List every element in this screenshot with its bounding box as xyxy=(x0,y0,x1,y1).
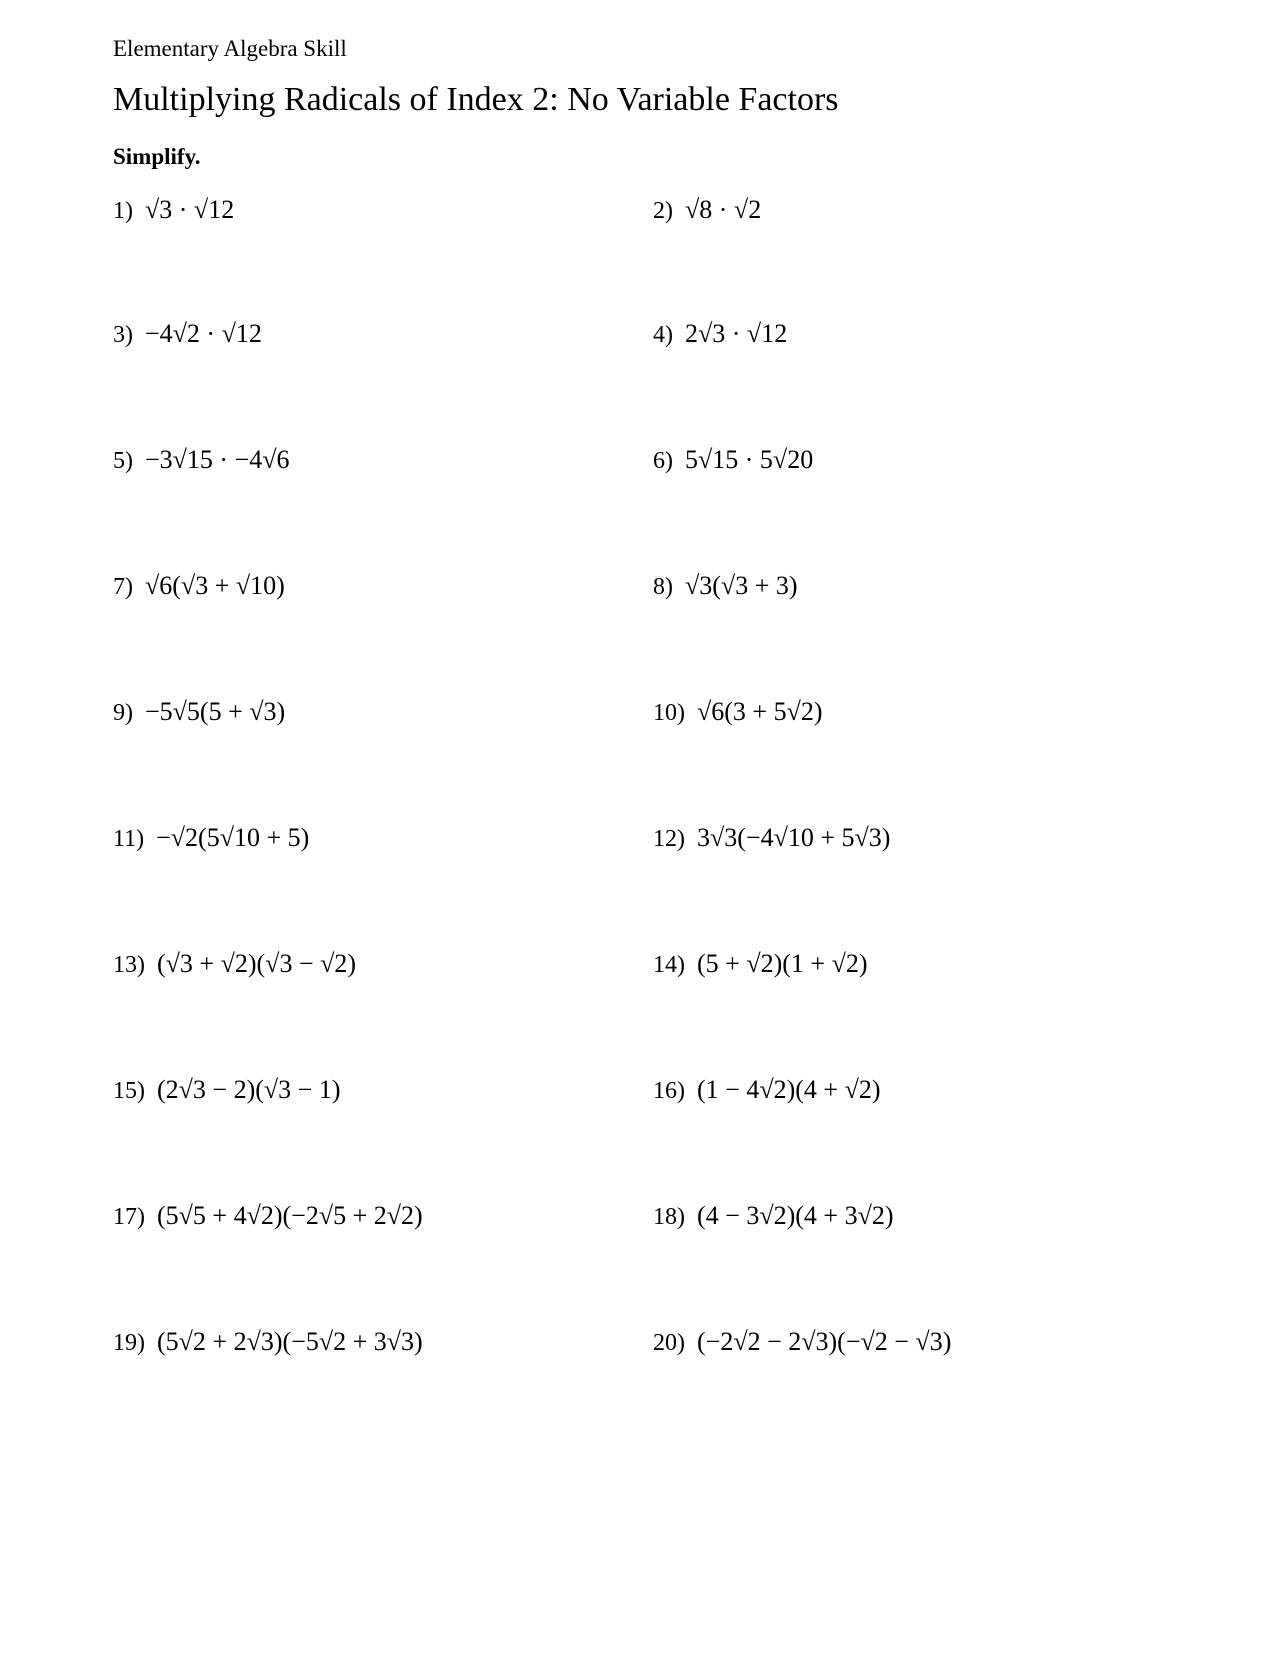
problem-expression: 3√3(−4√10 + 5√3) xyxy=(697,823,891,852)
problem-number: 14) xyxy=(653,952,685,978)
problem-expression: (4 − 3√2)(4 + 3√2) xyxy=(697,1201,894,1230)
problem-number: 15) xyxy=(113,1078,145,1104)
problem-16 xyxy=(653,1074,881,1107)
problem-number: 3) xyxy=(113,322,133,348)
problem-number: 19) xyxy=(113,1330,145,1356)
instruction-text: Simplify. xyxy=(113,144,201,169)
problem-expression: −4√2 · √12 xyxy=(145,319,262,348)
problem-expression: −√2(5√10 + 5) xyxy=(156,823,310,852)
problem-number: 9) xyxy=(113,700,133,726)
problem-number: 11) xyxy=(113,826,145,852)
problem-1 xyxy=(113,194,234,227)
problem-number: 17) xyxy=(113,1204,145,1230)
problem-expression: √6(3 + 5√2) xyxy=(697,697,823,726)
problem-expression: √3(√3 + 3) xyxy=(685,571,798,600)
problem-9 xyxy=(113,696,285,729)
problem-expression: (√3 + √2)(√3 − √2) xyxy=(157,949,357,978)
problem-20 xyxy=(653,1326,951,1359)
problem-number: 20) xyxy=(653,1330,685,1356)
problem-number: 8) xyxy=(653,574,673,600)
problem-8 xyxy=(653,570,798,603)
problem-14 xyxy=(653,948,868,981)
problem-number: 13) xyxy=(113,952,145,978)
problem-5 xyxy=(113,444,290,477)
problem-12 xyxy=(653,822,890,855)
worksheet-title: Multiplying Radicals of Index 2: No Variable Factors xyxy=(113,81,839,118)
problem-number: 10) xyxy=(653,700,685,726)
problem-expression: −5√5(5 + √3) xyxy=(145,697,286,726)
problem-expression: √6(√3 + √10) xyxy=(145,571,285,600)
problem-10 xyxy=(653,696,823,729)
problem-number: 5) xyxy=(113,448,133,474)
problem-17 xyxy=(113,1200,423,1233)
problem-expression: (1 − 4√2)(4 + √2) xyxy=(697,1075,881,1104)
problem-18 xyxy=(653,1200,894,1233)
problem-number: 16) xyxy=(653,1078,685,1104)
problem-expression: (5√2 + 2√3)(−5√2 + 3√3) xyxy=(157,1327,423,1356)
problem-number: 4) xyxy=(653,322,673,348)
problem-number: 1) xyxy=(113,198,133,224)
problem-expression: (−2√2 − 2√3)(−√2 − √3) xyxy=(697,1327,952,1356)
problem-expression: (2√3 − 2)(√3 − 1) xyxy=(157,1075,341,1104)
problem-number: 18) xyxy=(653,1204,685,1230)
problem-expression: √3 · √12 xyxy=(145,195,235,224)
problem-4 xyxy=(653,318,787,351)
problem-expression: √8 · √2 xyxy=(685,195,762,224)
problem-2 xyxy=(653,194,761,227)
problem-expression: −3√15 · −4√6 xyxy=(145,445,290,474)
problem-13 xyxy=(113,948,356,981)
problem-19 xyxy=(113,1326,423,1359)
problem-15 xyxy=(113,1074,341,1107)
problem-expression: 5√15 · 5√20 xyxy=(685,445,814,474)
problem-6 xyxy=(653,444,813,477)
problem-11 xyxy=(113,822,309,855)
skill-label: Elementary Algebra Skill xyxy=(113,36,347,61)
problem-number: 7) xyxy=(113,574,133,600)
problem-3 xyxy=(113,318,262,351)
problem-expression: (5 + √2)(1 + √2) xyxy=(697,949,868,978)
problem-number: 6) xyxy=(653,448,673,474)
problem-number: 12) xyxy=(653,826,685,852)
problem-number: 2) xyxy=(653,198,673,224)
problem-expression: 2√3 · √12 xyxy=(685,319,788,348)
problem-7 xyxy=(113,570,285,603)
problem-expression: (5√5 + 4√2)(−2√5 + 2√2) xyxy=(157,1201,423,1230)
